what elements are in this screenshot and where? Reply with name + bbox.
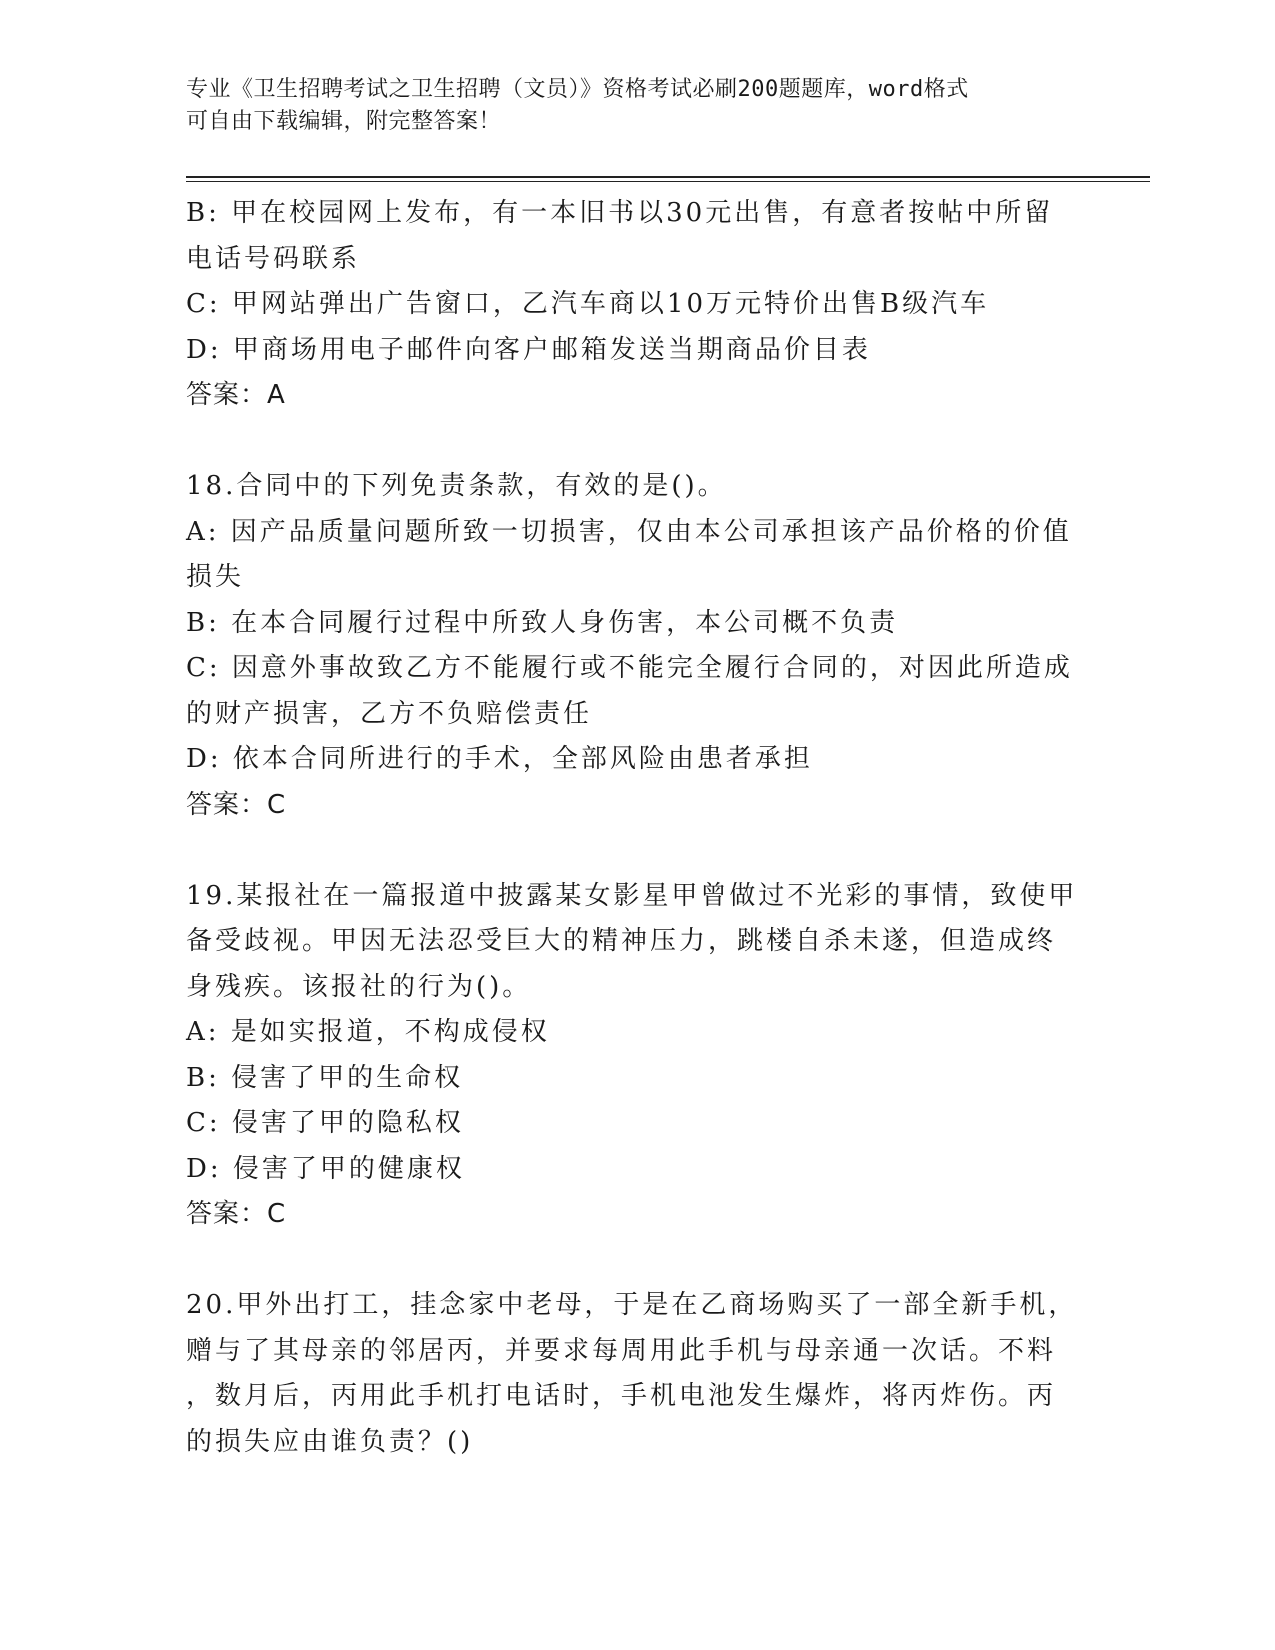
header-line-1: 专业《卫生招聘考试之卫生招聘（文员）》资格考试必刷200题题库，word格式: [186, 77, 969, 102]
option-c: C: 侵害了甲的隐私权: [186, 1108, 464, 1138]
page-header: [186, 74, 1086, 138]
option-a-line-1: A: 因产品质量问题所致一切损害，仅由本公司承担该产品价格的价值: [186, 516, 1072, 547]
option-c: C: 甲网站弹出广告窗口，乙汽车商以10万元特价出售B级汽车: [186, 289, 990, 319]
answer: 答案：A: [186, 380, 286, 410]
question-stem-line-3: ，数月后，丙用此手机打电话时，手机电池发生爆炸，将丙炸伤。丙: [186, 1381, 1057, 1411]
option-b: B: 侵害了甲的生命权: [186, 1062, 464, 1093]
answer: 答案：C: [186, 789, 287, 820]
question-stem-line-2: 赠与了其母亲的邻居丙，并要求每周用此手机与母亲通一次话。不料: [186, 1335, 1057, 1366]
option-a: A: 是如实报道，不构成侵权: [186, 1017, 550, 1047]
spacer: [186, 828, 1096, 874]
option-a-line-2: 损失: [186, 562, 245, 592]
option-c-line-2: 的财产损害，乙方不负赔偿责任: [186, 698, 593, 729]
question-stem-line-4: 的损失应由谁负责？(): [186, 1426, 474, 1457]
answer: 答案：C: [186, 1199, 287, 1229]
option-d: D: 依本合同所进行的手术，全部风险由患者承担: [186, 744, 813, 774]
question-stem-line-1: 19.某报社在一篇报道中披露某女影星甲曾做过不光彩的事情，致使甲: [186, 880, 1078, 911]
question-stem-line-2: 备受歧视。甲因无法忍受巨大的精神压力，跳楼自杀未遂，但造成终: [186, 926, 1057, 956]
question-stem: 18.合同中的下列免责条款，有效的是()。: [186, 471, 727, 501]
option-d: D: 侵害了甲的健康权: [186, 1153, 465, 1184]
question-18: [186, 464, 1096, 828]
header-divider: [186, 176, 1150, 182]
spacer: [186, 419, 1096, 465]
option-b-line-2: 电话号码联系: [186, 243, 361, 274]
header-line-2: 可自由下载编辑，附完整答案！: [186, 109, 502, 134]
question-stem-line-1: 20.甲外出打工，挂念家中老母，于是在乙商场购买了一部全新手机，: [186, 1290, 1078, 1320]
question-stem-line-3: 身残疾。该报社的行为()。: [186, 971, 532, 1002]
spacer: [186, 1238, 1096, 1284]
question-19: [186, 874, 1096, 1238]
question-17-tail: [186, 191, 1096, 419]
option-d: D: 甲商场用电子邮件向客户邮箱发送当期商品价目表: [186, 334, 871, 365]
option-b: B: 在本合同履行过程中所致人身伤害，本公司概不负责: [186, 607, 899, 638]
option-b-line-1: B: 甲在校园网上发布，有一本旧书以30元出售，有意者按帖中所留: [186, 198, 1054, 228]
question-20: [186, 1283, 1096, 1465]
question-content: [186, 191, 1096, 1465]
option-c-line-1: C: 因意外事故致乙方不能履行或不能完全履行合同的，对因此所造成: [186, 653, 1073, 683]
